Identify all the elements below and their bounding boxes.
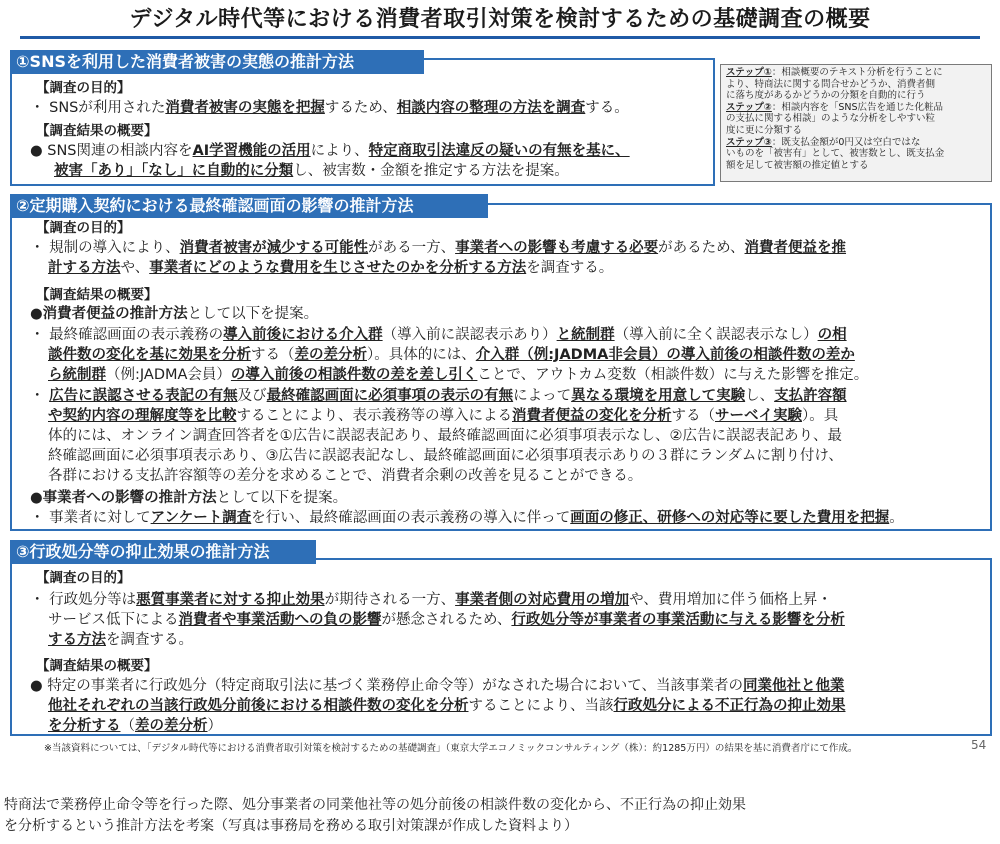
title-rule xyxy=(20,36,980,39)
section2-result-line9: 各群における支払許容額等の差分を求めることで、消費者余剰の改善を見ることができる。 xyxy=(48,468,643,484)
section2-result-line1: ●消費者便益の推計方法として以下を提案。 xyxy=(30,306,319,322)
step2-line1: ステップ②：相談内容を「SNS広告を通じた化粧品 xyxy=(726,101,944,113)
section2-result-line8: 終確認画面に必須事項表示あり、③広告に誤認表記なし、最終確認画面に必須事項表示ありの３群にランダムに割り付け、 xyxy=(48,448,843,464)
section3-heading: ③行政処分等の抑止効果の推計方法 xyxy=(10,540,316,564)
section2-result-line4: ら統制群（例:JADMA会員）の導入前後の相談件数の差を差し引くことで、アウトカム変数（相談件数）に与えた影響を推定。 xyxy=(48,367,869,383)
section3-result-line2: 他社それぞれの当該行政処分前後における相談件数の変化を分析することにより、当該行政処分による不正行為の抑止効果 xyxy=(48,698,846,714)
section2-purpose-line2: 計する方法や、事業者にどのような費用を生じさせたのかを分析する方法を調査する。 xyxy=(48,260,614,276)
slide-title: デジタル時代等における消費者取引対策を検討するための基礎調査の概要 xyxy=(129,7,871,32)
section1-result-line1: ● SNS関連の相談内容をAI学習機能の活用により、特定商取引法違反の疑いの有無を基に、 xyxy=(30,143,630,159)
section2-result-line10: ●事業者への影響の推計方法として以下を提案。 xyxy=(30,490,348,506)
step1-line3: に落ち度があるかどうかの分類を自動的に行う xyxy=(726,90,926,102)
section1-heading: ①SNSを利用した消費者被害の実態の推計方法 xyxy=(10,50,424,74)
section1-purpose-label: 【調査の目的】 xyxy=(36,80,131,96)
step3-line1: ステップ③：既支払金額が0円又は空白ではな xyxy=(726,136,921,148)
step1-line1: ステップ①：相談概要のテキスト分析を行うことに xyxy=(726,67,943,78)
section1-result-line2: 被害「あり」「なし」に自動的に分類し、被害数・金額を推定する方法を提案。 xyxy=(54,163,569,179)
section1-result-label: 【調査結果の概要】 xyxy=(36,123,158,139)
section2-heading: ②定期購入契約における最終確認画面の影響の推計方法 xyxy=(10,194,488,218)
section2-result-line2: ・ 最終確認画面の表示義務の導入前後における介入群（導入前に誤認表示あり）と統制群（導入前に全く誤認表示なし）の相 xyxy=(30,327,847,343)
step2-line3: 度に更に分類する xyxy=(726,124,803,136)
section3-result-line3: を分析する（差の差分析） xyxy=(48,718,222,734)
footnote: ※当該資料については、「デジタル時代等における消費者取引対策を検討するための基礎調査」（東京大学エコノミックコンサルティング（株）：約1285万円）の結果を基に消費者庁にて作成。 xyxy=(44,743,858,754)
steps-box xyxy=(720,64,992,182)
section2-result-line5: ・ 広告に誤認させる表記の有無及び最終確認画面に必須事項の表示の有無によって異なる環境を用意して実験し、支払許容額 xyxy=(30,388,847,404)
section2-result-line6: や契約内容の理解度等を比較することにより、表示義務等の導入による消費者便益の変化を分析する（サーベイ実験）。具 xyxy=(48,408,839,424)
page-number: 54 xyxy=(971,738,987,752)
step3-line2: いものを「被害有」として、被害数とし、既支払金 xyxy=(726,148,945,160)
section3-purpose-line2: サービス低下による消費者や事業活動への負の影響が懸念されるため、行政処分等が事業者の事業活動に与える影響を分析 xyxy=(48,612,845,628)
step2-line2: の支払に関する相談」のような分析をしやすい粒 xyxy=(726,113,936,125)
caption-line1: 特商法で業務停止命令等を行った際、処分事業者の同業他社等の処分前後の相談件数の変化から、不正行為の抑止効果 xyxy=(4,797,746,813)
section2-result-label: 【調査結果の概要】 xyxy=(36,287,158,303)
caption-line2: を分析するという推計方法を考案（写真は事務局を務める取引対策課が作成した資料より） xyxy=(4,818,578,834)
step3-line3: 額を足して被害額の推定値とする xyxy=(726,159,869,171)
section3-result-label: 【調査結果の概要】 xyxy=(36,658,158,674)
section2-result-line7: 体的には、オンライン調査回答者を①広告に誤認表記あり、最終確認画面に必須事項表示なし、②広告に誤認表記あり、最 xyxy=(48,428,843,444)
step1-line2: より、特商法に関する問合せかどうか、消費者側 xyxy=(726,78,936,90)
section3-purpose-line1: ・ 行政処分等は悪質事業者に対する抑止効果が期待される一方、事業者側の対応費用の増加や、費用増加に伴う価格上昇・ xyxy=(30,592,832,608)
section2-purpose-line1: ・ 規制の導入により、消費者被害が減少する可能性がある一方、事業者への影響も考慮する必要があるため、消費者便益を推 xyxy=(30,240,847,256)
section3-purpose-label: 【調査の目的】 xyxy=(36,570,131,586)
section2-result-line11: ・ 事業者に対してアンケート調査を行い、最終確認画面の表示義務の導入に伴って画面の修正、研修への対応等に要した費用を把握。 xyxy=(30,510,904,526)
section1-purpose: ・ SNSが利用された消費者被害の実態を把握するため、相談内容の整理の方法を調査する。 xyxy=(30,100,629,116)
section2-result-line3: 談件数の変化を基に効果を分析する（差の差分析）。具体的には、介入群（例:JADMA非会員）の導入前後の相談件数の差か xyxy=(48,347,855,363)
section3-purpose-line3: する方法を調査する。 xyxy=(48,632,193,648)
photo-caption xyxy=(4,795,746,837)
section3-result-line1: ● 特定の事業者に行政処分（特定商取引法に基づく業務停止命令等）がなされた場合において、当該事業者の同業他社と他業 xyxy=(30,678,845,694)
section2-purpose-label: 【調査の目的】 xyxy=(36,220,131,236)
